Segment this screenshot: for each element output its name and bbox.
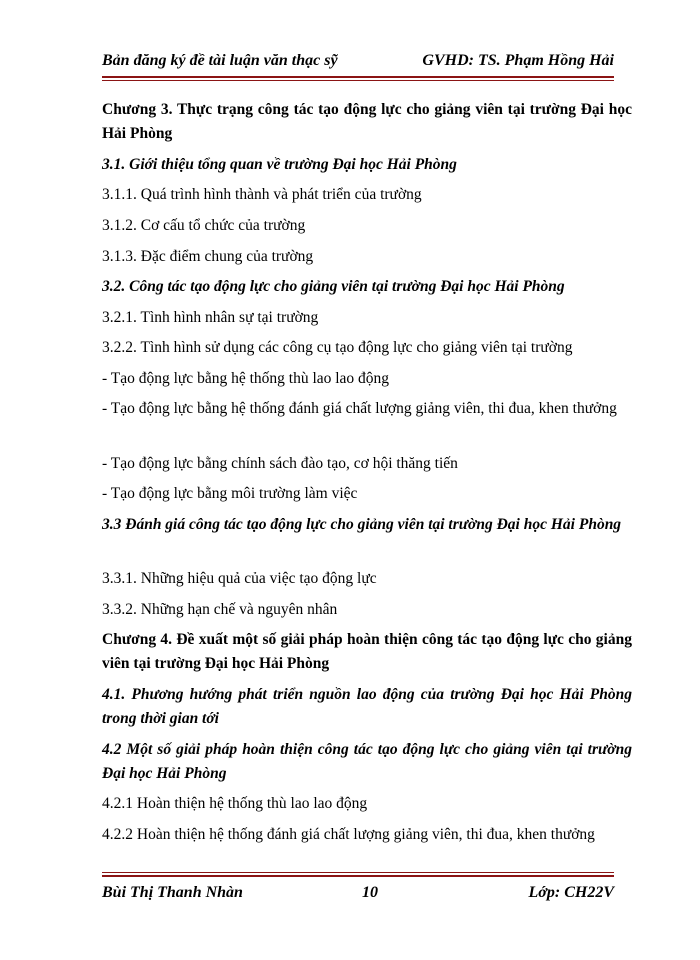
item-4-2-2: 4.2.2 Hoàn thiện hệ thống đánh giá chất lượng giảng viên, thi đua, khen thưởng <box>102 826 595 843</box>
section-3-2-heading: 3.2. Công tác tạo động lực cho giảng viên tại trường Đại học Hải Phòng <box>102 278 565 295</box>
header-title: Bản đăng ký đề tài luận văn thạc sỹ <box>102 52 338 69</box>
bullet-evaluation: - Tạo động lực bằng hệ thống đánh giá chất lượng giảng viên, thi đua, khen thưởng <box>102 400 617 417</box>
item-3-1-2: 3.1.2. Cơ cấu tổ chức của trường <box>102 217 306 234</box>
footer-rule <box>102 872 614 877</box>
section-4-1-heading: 4.1. Phương hướng phát triển nguồn lao động của trường Đại học Hải Phòng trong thời gian tới <box>102 686 632 727</box>
chapter-4-heading: Chương 4. Đề xuất một số giải pháp hoàn thiện công tác tạo động lực cho giảng viên tại trường Đại học Hải Phòng <box>102 631 632 672</box>
header-advisor: GVHD: TS. Phạm Hồng Hải <box>422 52 614 69</box>
header-rule <box>102 76 614 81</box>
section-3-3-heading: 3.3 Đánh giá công tác tạo động lực cho giảng viên tại trường Đại học Hải Phòng <box>102 516 622 533</box>
bullet-environment: - Tạo động lực bằng môi trường làm việc <box>102 485 358 502</box>
page-number: 10 <box>362 884 378 901</box>
item-3-1-1: 3.1.1. Quá trình hình thành và phát triển của trường <box>102 186 422 203</box>
item-3-3-2: 3.3.2. Những hạn chế và nguyên nhân <box>102 601 338 618</box>
bullet-remuneration: - Tạo động lực bằng hệ thống thù lao lao động <box>102 370 390 387</box>
footer-class: Lớp: CH22V <box>528 884 614 901</box>
item-3-2-1: 3.2.1. Tình hình nhân sự tại trường <box>102 309 319 326</box>
page-header <box>102 52 614 76</box>
section-4-2-heading: 4.2 Một số giải pháp hoàn thiện công tác tạo động lực cho giảng viên tại trường Đại học Hải Phòng <box>102 741 632 782</box>
footer-author: Bùi Thị Thanh Nhàn <box>102 884 243 901</box>
bullet-training: - Tạo động lực bằng chính sách đào tạo, cơ hội thăng tiến <box>102 455 458 472</box>
item-3-3-1: 3.3.1. Những hiệu quả của việc tạo động lực <box>102 570 377 587</box>
page-footer <box>102 884 614 908</box>
section-3-1-heading: 3.1. Giới thiệu tổng quan về trường Đại học Hải Phòng <box>102 156 457 173</box>
item-3-2-2: 3.2.2. Tình hình sử dụng các công cụ tạo động lực cho giảng viên tại trường <box>102 339 573 356</box>
chapter-3-heading: Chương 3. Thực trạng công tác tạo động lực cho giảng viên tại trường Đại học Hải Phòng <box>102 101 632 142</box>
item-3-1-3: 3.1.3. Đặc điểm chung của trường <box>102 248 314 265</box>
item-4-2-1: 4.2.1 Hoàn thiện hệ thống thù lao lao động <box>102 795 368 812</box>
